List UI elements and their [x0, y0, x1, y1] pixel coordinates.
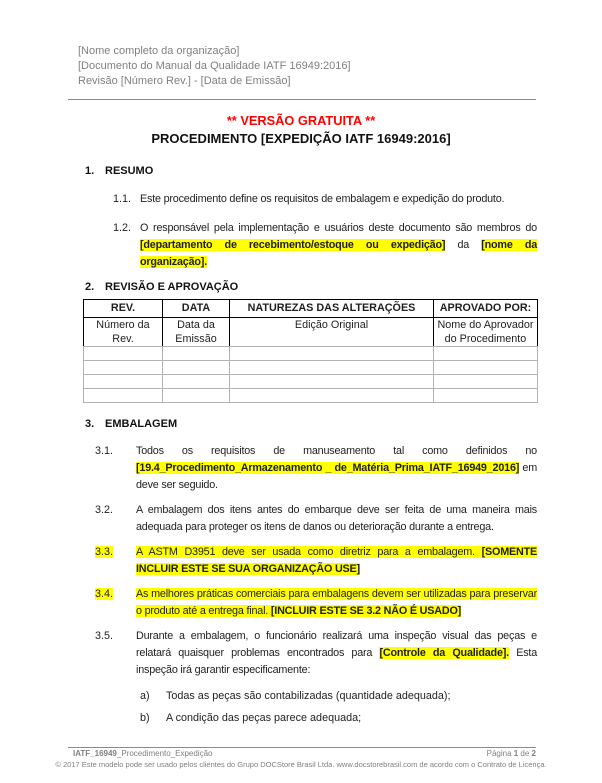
section-heading-resumo [85, 164, 537, 179]
paragraph-number: 3.3. [95, 546, 114, 558]
document-title: PROCEDIMENTO [EXPEDIÇÃO IATF 16949:2016] [151, 131, 451, 146]
table-empty-cell [163, 361, 230, 375]
paragraph-number: 3.2. [95, 504, 114, 516]
footer-page-number: Página 1 de 2 [486, 749, 536, 758]
list-item-text: A condição das peças parece adequada; [166, 712, 362, 724]
table-empty-cell [84, 347, 163, 361]
paragraph-text: Todos os requisitos de manuseamento tal como definidos no [19.4_Procedimento_Armazenamento _ de_Matéria_Prima_IATF_16949_2016] em deve ser seguido. [136, 445, 537, 491]
section-number: 1. [85, 165, 95, 177]
table-empty-cell [163, 347, 230, 361]
table-header-cell-naturezas: NATUREZAS DAS ALTERAÇÕES [230, 300, 434, 318]
revision-table [83, 299, 538, 403]
table-header-cell-aprovado: APROVADO POR: [434, 300, 538, 318]
paragraph-text: As melhores práticas comerciais para embalagens devem ser utilizadas para preservar o produto até a entrega final. [INCLUIR ESTE SE 3.2 NÃO É USADO] [136, 588, 537, 617]
table-empty-cell [434, 347, 538, 361]
header-divider-rule [68, 99, 536, 100]
table-header-cell-rev: REV. [84, 300, 163, 318]
list-marker: a) [140, 690, 150, 702]
paragraph-3-3 [95, 544, 537, 578]
paragraph-text: A ASTM D3951 deve ser usada como diretriz para a embalagem. [SOMENTE INCLUIR ESTE SE SUA ORGANIZAÇÃO USE] [136, 546, 537, 575]
header-line-organization: [Nome completo da organização] [78, 45, 240, 57]
table-empty-cell [230, 347, 434, 361]
list-item-b [140, 710, 537, 727]
free-version-banner: ** VERSÃO GRATUITA ** [226, 113, 376, 128]
section-heading-embalagem [85, 417, 537, 432]
paragraph-number: 1.1. [113, 193, 132, 205]
table-empty-cell [434, 389, 538, 403]
paragraph-text: A embalagem dos itens antes do embarque deve ser feita de uma maneira mais adequada para proteger os itens de danos ou deterioração durante a entrega. [136, 504, 537, 533]
section-title: EMBALAGEM [105, 418, 178, 430]
table-empty-cell [84, 361, 163, 375]
document-header [78, 0, 536, 89]
section-number: 3. [85, 418, 95, 430]
table-empty-row [84, 361, 538, 375]
paragraph-3-4 [95, 586, 537, 620]
table-empty-cell [230, 375, 434, 389]
paragraph-1-1 [113, 191, 537, 208]
list-item-a [140, 688, 537, 705]
footer-divider-rule [68, 747, 536, 748]
paragraph-3-5 [95, 628, 537, 679]
list-item-text: Todas as peças são contabilizadas (quantidade adequada); [166, 690, 451, 702]
section-title: REVISÃO E APROVAÇÃO [105, 281, 239, 293]
paragraph-number: 1.2. [113, 222, 132, 234]
table-empty-cell [434, 361, 538, 375]
table-cell-edicao-original: Edição Original [230, 318, 434, 347]
paragraph-text: Este procedimento define os requisitos de embalagem e expedição do produto. [140, 193, 505, 205]
table-empty-cell [84, 375, 163, 389]
table-empty-row [84, 389, 538, 403]
table-header-cell-data: DATA [163, 300, 230, 318]
paragraph-3-2 [95, 502, 537, 536]
table-data-row [84, 318, 538, 347]
table-header-row [84, 300, 538, 318]
page-footer [0, 747, 602, 770]
table-cell-aprovador: Nome do Aprovador do Procedimento [434, 318, 538, 347]
table-empty-cell [84, 389, 163, 403]
paragraph-text: Durante a embalagem, o funcionário realizará uma inspeção visual das peças e relatará quaisquer problemas encontrados para [Controle da Qualidade]. Esta inspeção irá garantir especificamente: [136, 630, 537, 676]
table-empty-cell [163, 375, 230, 389]
table-empty-row [84, 375, 538, 389]
footer-document-code: IATF_16949_Procedimento_Expedição [73, 749, 213, 758]
paragraph-3-1 [95, 443, 537, 494]
table-empty-cell [230, 361, 434, 375]
section-title: RESUMO [105, 165, 154, 177]
paragraph-number: 3.1. [95, 445, 114, 457]
header-line-manual: [Documento do Manual da Qualidade IATF 16949:2016] [78, 60, 351, 72]
section-number: 2. [85, 281, 95, 293]
list-marker: b) [140, 712, 150, 724]
table-cell-data-emissao: Data da Emissão [163, 318, 230, 347]
paragraph-text: O responsável pela implementação e usuários deste documento são membros do [departamento de recebimento/estoque ou expedição] da [nome da organização]. [140, 222, 538, 268]
table-empty-cell [163, 389, 230, 403]
footer-copyright: © 2017 Este modelo pode ser usado pelos clientes do Grupo DOCStore Brasil Ltda. www.docstorebrasil.com de acordo com o Contrato de Licença. [55, 760, 547, 769]
paragraph-1-2 [113, 220, 537, 271]
table-cell-numero-rev: Número da Rev. [84, 318, 163, 347]
table-empty-cell [434, 375, 538, 389]
paragraph-number: 3.5. [95, 630, 114, 642]
section-heading-revisao-aprovacao [85, 280, 537, 295]
paragraph-number: 3.4. [95, 588, 114, 600]
header-line-revision: Revisão [Número Rev.] - [Data de Emissão] [78, 75, 291, 87]
table-empty-row [84, 347, 538, 361]
table-empty-cell [230, 389, 434, 403]
